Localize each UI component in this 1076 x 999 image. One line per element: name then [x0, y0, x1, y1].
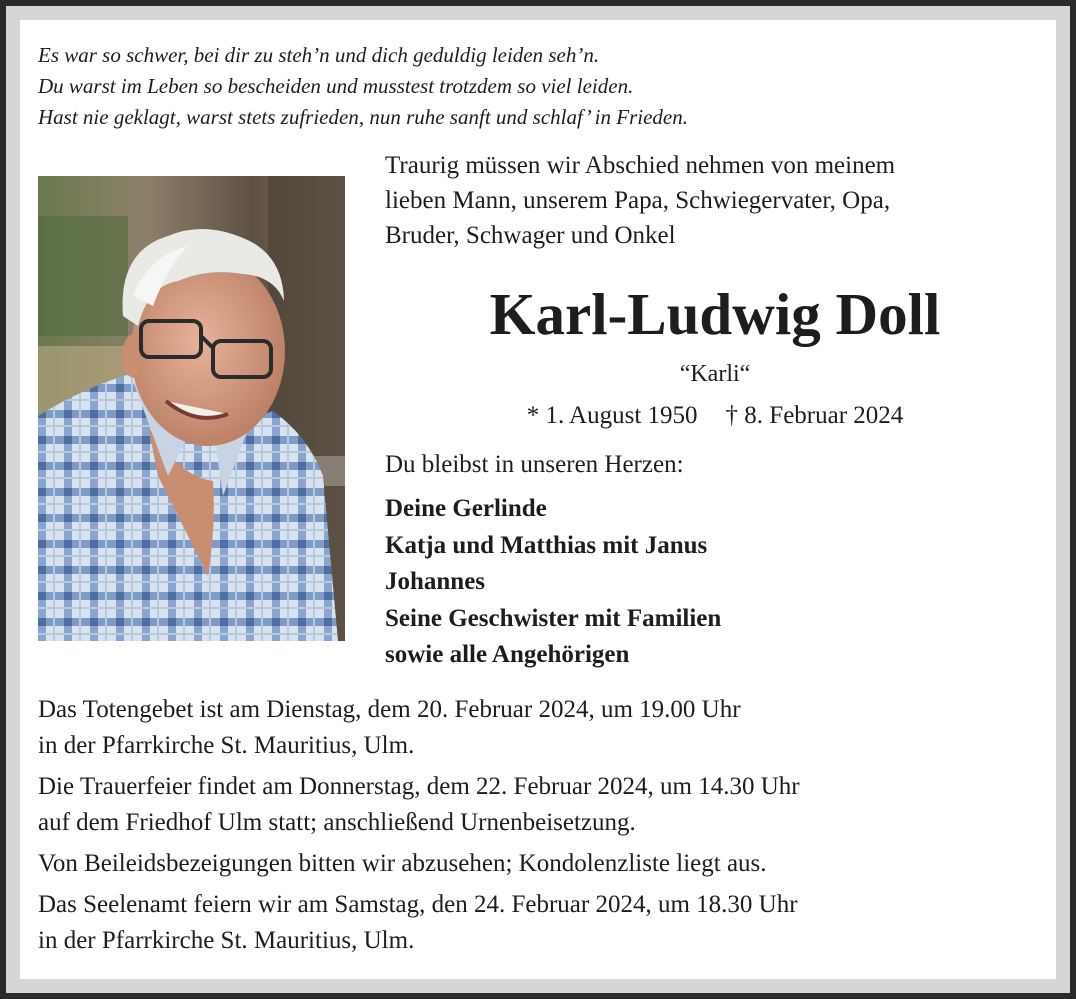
mourner-entry: sowie alle Angehörigen — [385, 641, 630, 668]
intro-line: Bruder, Schwager und Onkel — [385, 222, 676, 249]
notice-line: auf dem Friedhof Ulm statt; anschließend Urnenbeisetzung. — [38, 809, 636, 836]
mourner-entry: Deine Gerlinde — [385, 495, 547, 522]
deceased-name: Karl-Ludwig Doll — [489, 281, 941, 347]
poem-line: Es war so schwer, bei dir zu steh’n und dich geduldig leiden seh’n. — [38, 43, 600, 67]
portrait-illustration — [38, 176, 345, 641]
service-notices — [38, 692, 1038, 964]
intro-line: Traurig müssen wir Abschied nehmen von meinem — [385, 152, 896, 179]
notice-line: Die Trauerfeier findet am Donnerstag, dem 22. Februar 2024, um 14.30 Uhr — [38, 773, 800, 800]
intro-text — [385, 148, 1045, 253]
notice-condolences — [38, 846, 1038, 882]
notice-line: in der Pfarrkirche St. Mauritius, Ulm. — [38, 732, 415, 759]
mourner-entry: Seine Geschwister mit Familien — [385, 604, 722, 632]
notice-funeral — [38, 769, 1038, 841]
notice-line: Von Beileidsbezeigungen bitten wir abzusehen; Kondolenzliste liegt aus. — [38, 850, 767, 877]
hearts-line: Du bleibst in unseren Herzen: — [385, 451, 684, 478]
mourner-entry: Katja und Matthias mit Janus — [385, 531, 708, 559]
life-dates — [385, 399, 1045, 433]
death-date: † 8. Februar 2024 — [725, 402, 904, 429]
birth-date: * 1. August 1950 — [526, 402, 698, 429]
notice-line: in der Pfarrkirche St. Mauritius, Ulm. — [38, 927, 415, 954]
deceased-nickname: “Karli“ — [679, 361, 751, 387]
notice-line: Das Totengebet ist am Dienstag, dem 20. Februar 2024, um 19.00 Uhr — [38, 696, 741, 723]
poem-line: Hast nie geklagt, warst stets zufrieden, nun ruhe sanft und schlaf’ in Frieden. — [38, 105, 688, 129]
portrait-photo — [38, 176, 345, 641]
poem-line: Du warst im Leben so bescheiden und musstest trotzdem so viel leiden. — [38, 74, 634, 98]
mourners-list — [385, 491, 721, 674]
poem — [38, 40, 1038, 133]
notice-requiem — [38, 887, 1038, 959]
notice-prayer — [38, 692, 1038, 764]
notice-line: Das Seelenamt feiern wir am Samstag, den 24. Februar 2024, um 18.30 Uhr — [38, 891, 798, 918]
intro-line: lieben Mann, unserem Papa, Schwiegervater, Opa, — [385, 187, 891, 214]
mourner-entry: Johannes — [385, 568, 486, 595]
